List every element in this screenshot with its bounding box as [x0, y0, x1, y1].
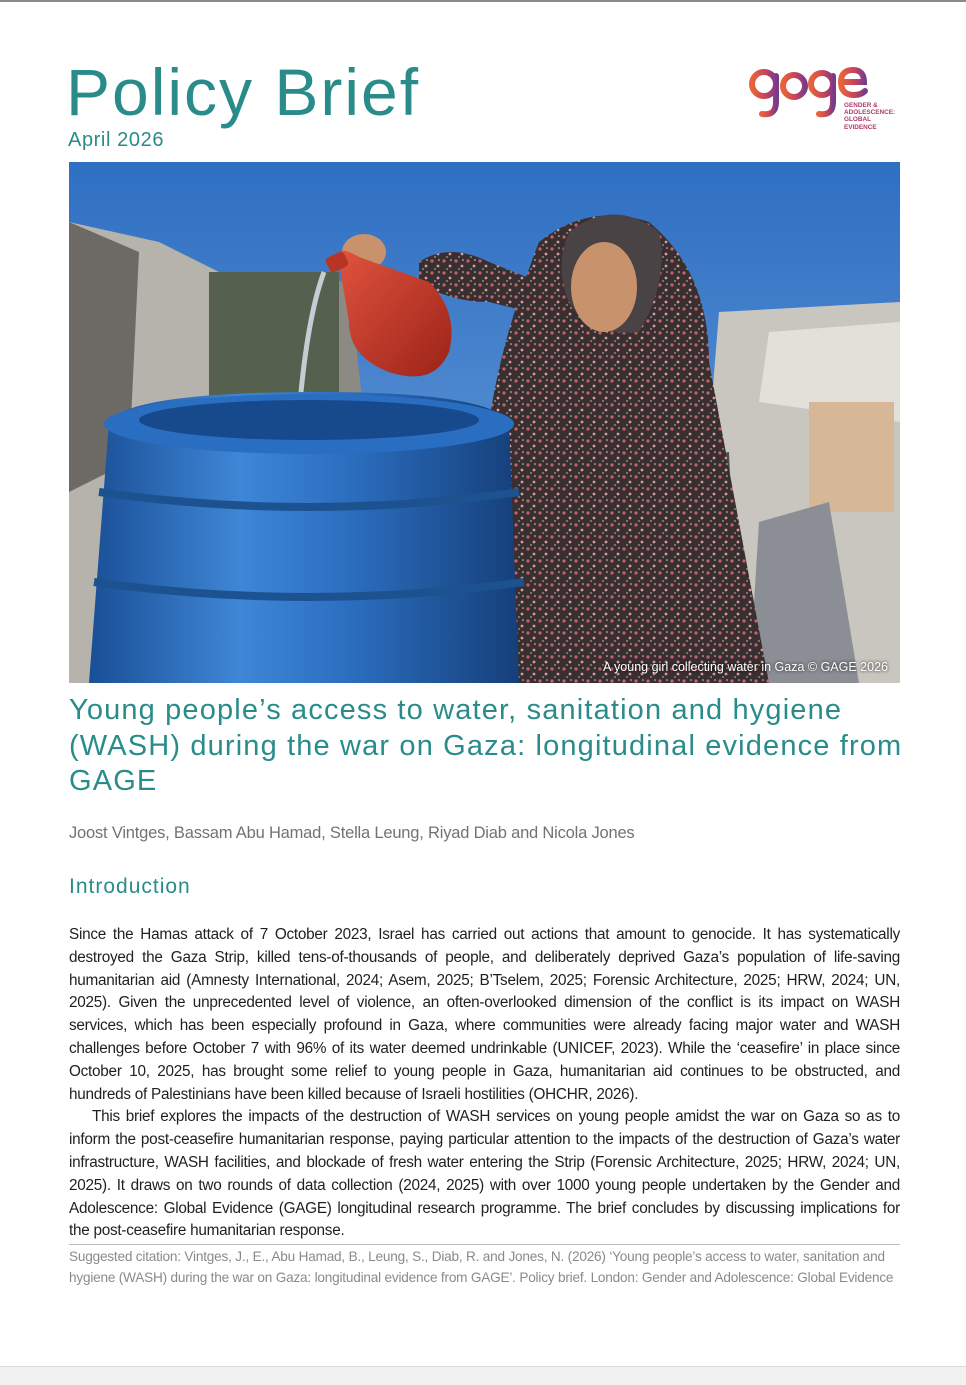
page-bottom-edge	[0, 1366, 966, 1385]
gage-logo[interactable]	[748, 62, 906, 132]
author-list: Joost Vintges, Bassam Abu Hamad, Stella Leung, Riyad Diab and Nicola Jones	[69, 824, 635, 842]
hero-illustration	[69, 162, 900, 683]
suggested-citation: Suggested citation: Vintges, J., E., Abu Hamad, B., Leung, S., Diab, R. and Jones, N. (2026) ‘Young people’s access to water, sanitation and hygiene (WASH) during the war on Gaza: longitudinal evidence from GAGE’. Policy brief. London: Gender and Adolescence: Global Evidence	[69, 1244, 900, 1288]
intro-paragraph-1: Since the Hamas attack of 7 October 2023, Israel has carried out actions that amount to genocide. It has systematically destroyed the Gaza Strip, killed tens-of-thousands of people, and deliberately deprived Gaza’s population of life-saving humanitarian aid (Amnesty International, 2024; Asem, 2025; B’Tselem, 2025; Forensic Architecture, 2025; HRW, 2024; UN, 2025). Given the unprecedented level of violence, an often-overlooked dimension of the conflict is its impact on WASH services, which has been especially profound in Gaza, where communities were already facing major water and WASH challenges before October 7 with 96% of its water deemed undrinkable (UNICEF, 2023). While the ‘ceasefire’ in place since October 10, 2025, has brought some relief to young people in Gaza, humanitarian aid continues to be obstructed, and hundreds of Palestinians have been killed because of Israeli hostilities (OHCHR, 2026).	[69, 926, 900, 1103]
hero-photo	[69, 162, 900, 683]
brief-headline: Young people’s access to water, sanitation and hygiene (WASH) during the war on Gaza: longitudinal evidence from GAGE	[69, 694, 903, 797]
introduction-body	[69, 924, 900, 1243]
intro-paragraph-2: This brief explores the impacts of the destruction of WASH services on young people amidst the war on Gaza so as to inform the post-ceasefire humanitarian response, paying particular attention to the impacts of the destruction of Gaza’s water infrastructure, WASH facilities, and blockade of fresh water entering the Strip (Forensic Architecture, 2025; HRW, 2024; UN, 2025). It draws on two rounds of data collection (2024, 2025) with over 1000 young people undertaken by the Gender and Adolescence: Global Evidence (GAGE) longitudinal research programme. The brief concludes by discussing implications for the post-ceasefire humanitarian response.	[69, 1108, 900, 1240]
introduction-heading: Introduction	[69, 875, 191, 898]
photo-caption: A young girl collecting water in Gaza © GAGE 2026	[602, 660, 888, 674]
publication-date: April 2026	[68, 129, 165, 151]
top-rule	[0, 0, 966, 2]
page-title: Policy Brief	[66, 55, 421, 129]
logo-tagline: GENDER & ADOLESCENCE: GLOBAL EVIDENCE	[844, 102, 896, 131]
